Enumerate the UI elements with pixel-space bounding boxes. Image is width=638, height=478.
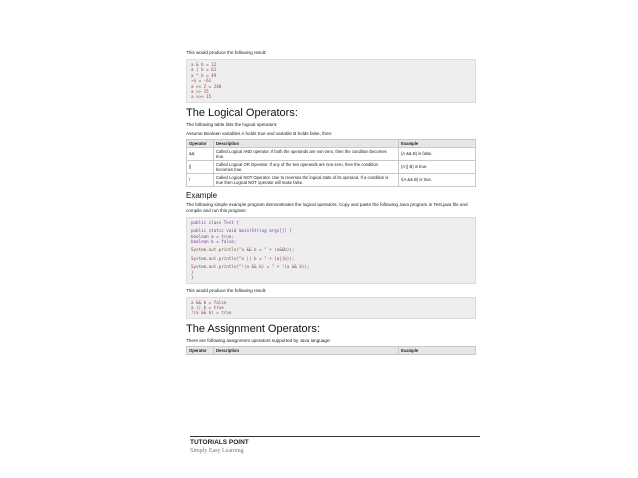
example-description: The following simple example program demonstrates the logical operators. Copy and paste the following Java program in Test.java file and compile and run this program:: [186, 201, 468, 213]
code-line: }: [191, 269, 194, 275]
java-code-block: [186, 217, 476, 284]
result-line: a & b = 12: [191, 62, 217, 67]
assignment-operators-heading: The Assignment Operators:: [186, 322, 320, 335]
logical-operators-table: [186, 139, 476, 187]
logical-operators-heading: The Logical Operators:: [186, 106, 298, 119]
footer-tagline: Simply Easy Learning: [190, 448, 244, 454]
document-page: [186, 50, 476, 358]
result-line: a && b = false: [191, 299, 227, 305]
table-header-row: [187, 346, 476, 354]
code-line: boolean b = false;: [191, 239, 237, 245]
header-description: Description: [214, 139, 399, 147]
header-example: Example: [399, 139, 476, 147]
result-line: a >>> 15: [191, 94, 212, 100]
table-row: [187, 173, 476, 186]
code-line: public class Test {: [191, 219, 239, 225]
result-line: a | b = 61: [191, 67, 217, 73]
description-cell: Called Logical AND operator. If both the operands are non-zero, then the condition becomes true.: [214, 147, 399, 160]
logical-assumption: Assume Boolean variables A holds true and variable B holds false, then:: [186, 130, 333, 136]
code-line: System.out.println("!(a && b) = " + !(a && b));: [191, 264, 310, 270]
header-operator: Operator: [187, 139, 214, 147]
example-cell: (A || B) is true.: [399, 160, 476, 173]
logical-result-block: [186, 297, 476, 319]
result-line: !(a && b) = true: [191, 310, 232, 316]
operator-cell: ||: [187, 160, 214, 173]
page-footer: [190, 436, 480, 455]
footer-brand: TUTORIALS POINT: [190, 439, 249, 446]
code-line: boolean a = true;: [191, 233, 234, 239]
example-cell: !(A && B) is true.: [399, 173, 476, 186]
code-line: }: [191, 275, 194, 281]
result-intro-1: This would produce the following result:: [186, 50, 267, 55]
operator-cell: &&: [187, 147, 214, 160]
result-line: ~a = -61: [191, 78, 212, 84]
description-cell: Called Logical NOT Operator. Use to reverses the logical state of its operand. If a condition is true then Logical NOT operator will make false.: [214, 173, 399, 186]
assignment-operators-table: [186, 346, 476, 355]
result-line: a || b = true: [191, 304, 224, 310]
example-cell: (A && B) is false.: [399, 147, 476, 160]
header-description: Description: [214, 346, 399, 354]
operator-cell: !: [187, 173, 214, 186]
header-operator: Operator: [187, 346, 214, 354]
table-header-row: [187, 139, 476, 147]
table-row: [187, 160, 476, 173]
result-line: a << 2 = 240: [191, 83, 222, 89]
logical-lead: The following table lists the logical operators:: [186, 121, 278, 127]
result-line: a ^ b = 49: [191, 72, 217, 78]
example-heading: Example: [186, 190, 218, 200]
header-example: Example: [399, 346, 476, 354]
code-line: System.out.println("a && b = " + (a&&b));: [191, 247, 295, 253]
code-line: public static void main(String args[]) {: [191, 228, 292, 234]
result-intro-2: This would produce the following result:: [186, 287, 267, 293]
bitwise-result-block: [186, 59, 476, 103]
assignment-lead: There are following assignment operators supported by Java language:: [186, 337, 331, 343]
result-line: a >> 15: [191, 89, 209, 95]
footer-divider: [190, 436, 480, 437]
description-cell: Called Logical OR Operator. If any of the two operands are non-zero, then the condition becomes true.: [214, 160, 399, 173]
code-line: System.out.println("a || b = " + (a||b));: [191, 255, 295, 261]
table-row: [187, 147, 476, 160]
